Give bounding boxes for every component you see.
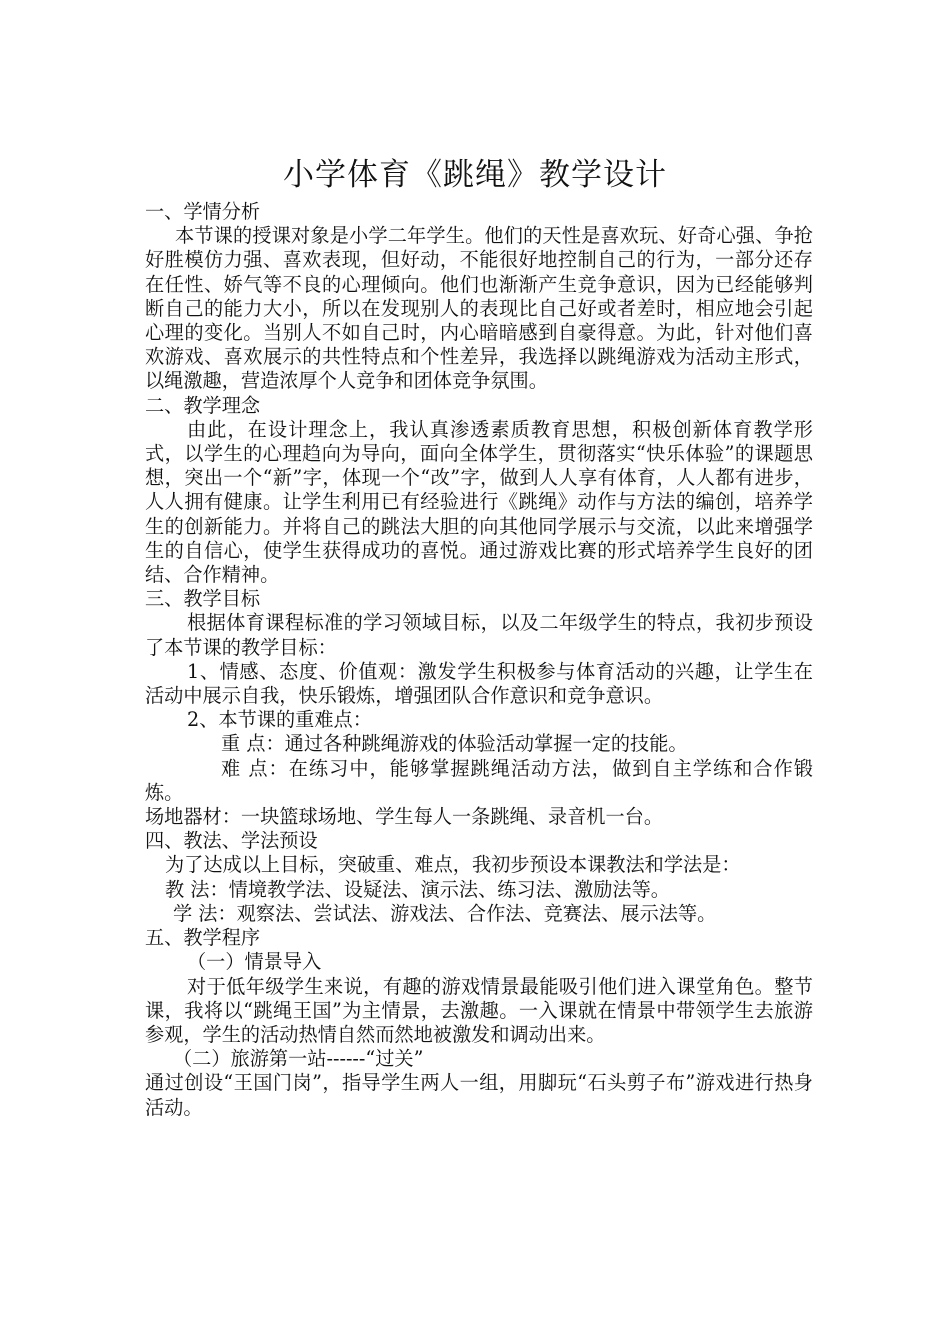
paragraph-teaching-methods: 教 法：情境教学法、设疑法、演示法、练习法、激励法等。 [165,877,670,901]
heading-learning-analysis: 一、学情分析 [145,200,261,223]
paragraph-learning-methods: 学 法：观察法、尝试法、游戏法、合作法、竞赛法、展示法等。 [173,901,717,925]
paragraph-scene-intro: 对于低年级学生来说，有趣的游戏情景最能吸引他们进入课堂角色。整节课，我将以“跳绳王国”为主情景，去激趣。一入课就在情景中带领学生去旅游参观，学生的活动热情自然而然地被激发和调动出来。 [145,974,813,1046]
document-title: 小学体育《跳绳》教学设计 [283,157,667,193]
paragraph-difficult-point: 难 点：在练习中，能够掌握跳绳活动方法，做到自主学练和合作锻炼。 [145,756,813,804]
document-body [145,200,813,1120]
heading-teaching-philosophy: 二、教学理念 [145,393,261,417]
paragraph-methods-intro: 为了达成以上目标，突破重、难点，我初步预设本课教法和学法是： [165,853,741,877]
subheading-scene-intro: （一）情景导入 [187,950,322,974]
heading-methods: 四、教法、学法预设 [145,829,318,853]
paragraph-first-stop: 通过创设“王国门岗”，指导学生两人一组，用脚玩“石头剪子布”游戏进行热身活动。 [145,1071,813,1119]
heading-procedure: 五、教学程序 [145,926,261,950]
paragraph-teaching-philosophy: 由此，在设计理念上，我认真渗透素质教育思想，积极创新体育教学形式，以学生的心理趋向为导向，面向全体学生，贯彻落实“快乐体验”的课题思想，突出一个“新”字，体现一个“改”字，做到人人享有体育，人人都有进步，人人拥有健康。让学生利用已有经验进行《跳绳》动作与方法的编创，培养学生的创新能力。并将自己的跳法大胆的向其他同学展示与交流，以此来增强学生的自信心，使学生获得成功的喜悦。通过游戏比赛的形式培养学生良好的团结、合作精神。 [145,417,813,587]
paragraph-key-point: 重 点：通过各种跳绳游戏的体验活动掌握一定的技能。 [221,732,688,756]
heading-teaching-goals: 三、教学目标 [145,587,261,611]
paragraph-goal-1: 1、情感、态度、价值观：激发学生积极参与体育活动的兴趣，让学生在活动中展示自我，快乐锻炼，增强团队合作意识和竞争意识。 [145,659,813,708]
paragraph-goal-2: 2、本节课的重难点： [187,708,372,732]
subheading-first-stop: （二）旅游第一站------“过关” [173,1047,424,1071]
paragraph-goals-intro: 根据体育课程标准的学习领域目标，以及二年级学生的特点，我初步预设了本节课的教学目标： [145,611,813,659]
paragraph-learning-analysis: 本节课的授课对象是小学二年学生。他们的天性是喜欢玩、好奇心强、争抢好胜模仿力强、喜欢表现，但好动，不能很好地控制自己的行为，一部分还存在任性、娇气等不良的心理倾向。他们也渐渐产生竞争意识，因为已经能够判断自己的能力大小，所以在发现别人的表现比自己好或者差时，相应地会引起心理的变化。当别人不如自己时，内心暗暗感到自豪得意。为此，针对他们喜欢游戏、喜欢展示的共性特点和个性差异，我选择以跳绳游戏为活动主形式，以绳激趣，营造浓厚个人竞争和团体竞争氛围。 [145,224,813,393]
paragraph-equipment: 场地器材：一块篮球场地、学生每人一条跳绳、录音机一台。 [145,805,664,829]
